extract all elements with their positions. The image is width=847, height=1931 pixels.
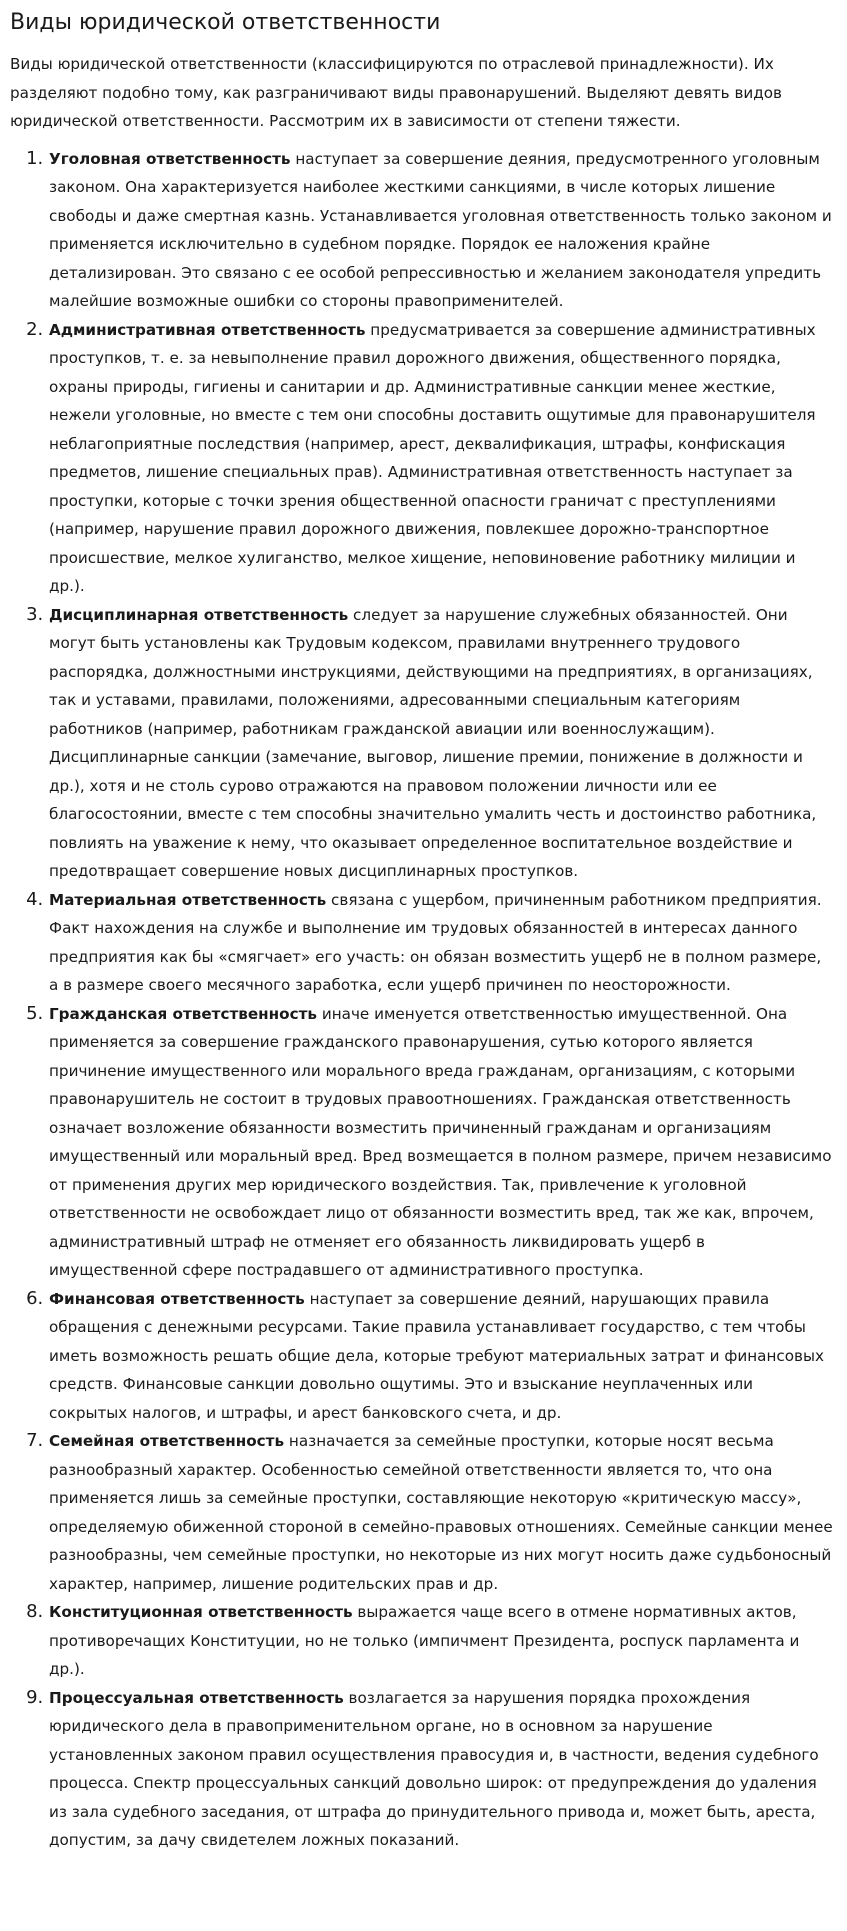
item-term: Процессуальная ответственность <box>49 1688 344 1707</box>
list-item-constitutional <box>49 1598 835 1684</box>
page-title: Виды юридической ответственности <box>10 10 441 35</box>
list-item-material <box>49 886 835 1000</box>
item-term: Административная ответственность <box>49 320 366 339</box>
item-term: Конституционная ответственность <box>49 1603 353 1621</box>
item-term: Финансовая ответственность <box>49 1289 305 1308</box>
item-term: Семейная ответственность <box>49 1432 285 1450</box>
item-text: наступает за совершение деяний, нарушающих правила обращения с денежными ресурсами. Такие правила устанавливает государство, с тем чтобы иметь возможность решать общие дела, которые требуют материальных затрат и финансовых средств. Финансовые санкции довольно ощутимы. Это и взыскание неуплаченных или сокрытых налогов, и штрафы, и арест банковского счета, и др. <box>49 1289 824 1422</box>
item-term: Дисциплинарная ответственность <box>49 605 349 624</box>
item-text: наступает за совершение деяния, предусмотренного уголовным законом. Она характеризуется наиболее жесткими санкциями, в числе которых лишение свободы и даже смертная казнь. Устанавливается уголовная ответственность только законом и применяется исключительно в судебном порядке. Порядок ее наложения крайне детализирован. Это связано с ее особой репрессивностью и желанием законодателя упредить малейшие возможные ошибки со стороны правоприменителей. <box>49 149 832 310</box>
list-item-disciplinary <box>49 601 835 886</box>
item-term: Материальная ответственность <box>49 890 327 909</box>
item-term: Гражданская ответственность <box>49 1004 318 1023</box>
list-item-criminal <box>49 145 835 316</box>
list-item-family <box>49 1427 835 1598</box>
list-item-procedural <box>49 1684 835 1855</box>
item-text: назначается за семейные проступки, которые носят весьма разнообразный характер. Особенностью семейной ответственности является то, что она применяется лишь за семейные проступки, составляющие некоторую «критическую массу», определяемую обиженной стороной в семейно-правовых отношениях. Семейные санкции менее разнообразны, чем семейные проступки, но некоторые из них могут носить даже судьбоносный характер, например, лишение родительских прав и др. <box>49 1432 833 1593</box>
item-term: Уголовная ответственность <box>49 149 291 168</box>
item-text: предусматривается за совершение административных проступков, т. е. за невыполнение правил дорожного движения, общественного порядка, охраны природы, гигиены и санитарии и др. Административные санкции менее жесткие, нежели уголовные, но вместе с тем они способны доставить ощутимые для правонарушителя неблагоприятные последствия (например, арест, деквалификация, штрафы, конфискация предметов, лишение специальных прав). Административная ответственность наступает за проступки, которые с точки зрения общественной опасности граничат с преступлениями (например, нарушение правил дорожного движения, повлекшее дорожно-транспортное происшествие, мелкое хулиганство, мелкое хищение, неповиновение работнику милиции и др.). <box>49 320 816 595</box>
item-text: иначе именуется ответственностью имущественной. Она применяется за совершение гражданского правонарушения, сутью которого является причинение имущественного или морального вреда гражданам, организациям, с которыми правонарушитель не состоит в трудовых правоотношениях. Гражданская ответственность означает возложение обязанности возместить причиненный гражданам и организациям имущественный или моральный вред. Вред возмещается в полном размере, причем независимо от применения других мер юридического воздействия. Так, привлечение к уголовной ответственности не освобождает лицо от обязанности возместить вред, так же как, впрочем, административный штраф не отменяет его обязанность ликвидировать ущерб в имущественной сфере пострадавшего от административного проступка. <box>49 1004 832 1279</box>
item-text: возлагается за нарушения порядка прохождения юридического дела в правоприменительном органе, но в основном за нарушение установленных законом правил осуществления правосудия и, в частности, ведения судебного процесса. Спектр процессуальных санкций довольно широк: от предупреждения до удаления из зала судебного заседания, от штрафа до принудительного привода и, может быть, ареста, допустим, за дачу свидетелем ложных показаний. <box>49 1688 819 1849</box>
item-text: связана с ущербом, причиненным работником предприятия. Факт нахождения на службе и выполнение им трудовых обязанностей в интересах данного предприятия как бы «смягчает» его участь: он обязан возместить ущерб не в полном размере, а в размере своего месячного заработка, если ущерб причинен по неосторожности. <box>49 890 822 994</box>
list-item-financial <box>49 1285 835 1428</box>
list-item-administrative <box>49 316 835 601</box>
item-text: выражается чаще всего в отмене нормативных актов, противоречащих Конституции, но не только (импичмент Президента, роспуск парламента и др.). <box>49 1603 800 1678</box>
item-text: следует за нарушение служебных обязанностей. Они могут быть установлены как Трудовым кодексом, правилами внутреннего трудового распорядка, должностными инструкциями, действующими на предприятиях, в организациях, так и уставами, правилами, положениями, адресованными специальным категориям работников (например, работникам гражданской авиации или военнослужащим). Дисциплинарные санкции (замечание, выговор, лишение премии, понижение в должности и др.), хотя и не столь сурово отражаются на правовом положении личности или ее благосостоянии, вместе с тем способны значительно умалить честь и достоинство работника, повлиять на уважение к нему, что оказывает определенное воспитательное воздействие и предотвращает совершение новых дисциплинарных проступков. <box>49 605 817 880</box>
intro-paragraph: Виды юридической ответственности (классифицируются по отраслевой принадлежности). Их разделяют подобно тому, как разграничивают виды правонарушений. Выделяют девять видов юридической ответственности. Рассмотрим их в зависимости от степени тяжести. <box>10 55 783 130</box>
list-item-civil <box>49 1000 835 1285</box>
responsibility-types-list <box>10 145 835 1855</box>
